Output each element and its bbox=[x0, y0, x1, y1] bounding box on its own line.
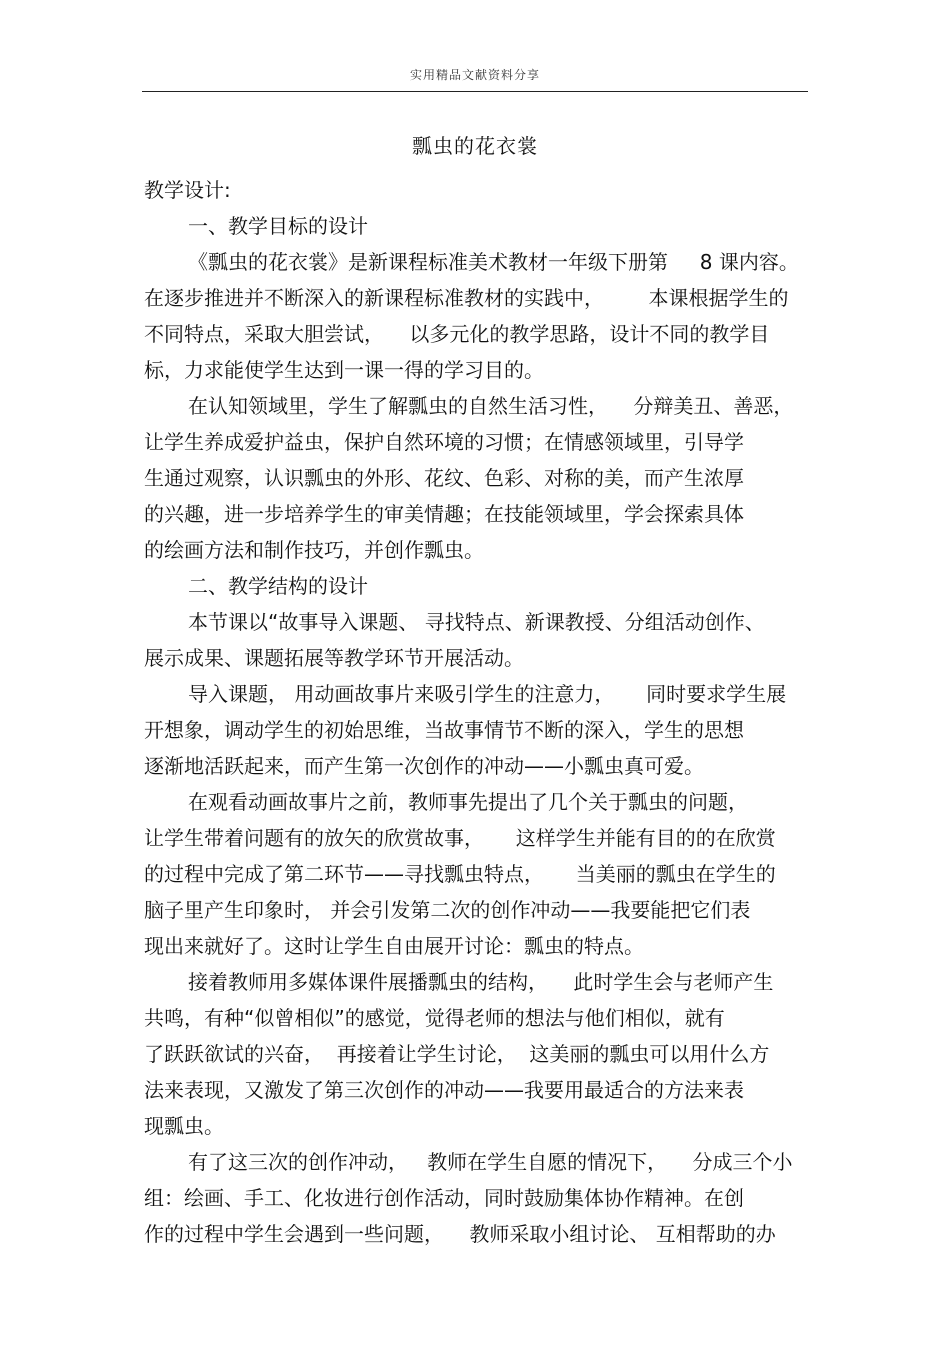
paragraph-line: 不同特点，采取大胆尝试， 以多元化的教学思路，设计不同的教学目 bbox=[144, 322, 770, 346]
paragraph-line: 让学生带着问题有的放矢的欣赏故事， 这样学生并能有目的的在欣赏 bbox=[144, 826, 776, 850]
paragraph-line: 本节课以“故事导入课题、 寻找特点、新课教授、分组活动创作、 bbox=[188, 610, 765, 634]
paragraph-line: 展示成果、课题拓展等教学环节开展活动。 bbox=[144, 646, 524, 670]
paragraph-line: 有了这三次的创作冲动， 教师在学生自愿的情况下， 分成三个小 bbox=[188, 1150, 793, 1174]
paragraph-line: 作的过程中学生会遇到一些问题， 教师采取小组讨论、 互相帮助的办 bbox=[144, 1222, 776, 1246]
paragraph-line: 生通过观察，认识瓢虫的外形、花纹、色彩、对称的美，而产生浓厚 bbox=[144, 466, 744, 490]
paragraph-line: 在认知领域里，学生了解瓢虫的自然生活习性， 分辩美丑、善恶， bbox=[188, 394, 794, 418]
paragraph-line: 现瓢虫。 bbox=[144, 1114, 224, 1138]
document-title: 瓢虫的花衣裳 bbox=[412, 134, 538, 158]
paragraph-line: 逐渐地活跃起来，而产生第一次创作的冲动——小瓢虫真可爱。 bbox=[144, 754, 704, 778]
paragraph-line: 标，力求能使学生达到一课一得的学习目的。 bbox=[144, 358, 544, 382]
paragraph-line: 法来表现，又激发了第三次创作的冲动——我要用最适合的方法来表 bbox=[144, 1078, 744, 1102]
paragraph-line: 的过程中完成了第二环节——寻找瓢虫特点， 当美丽的瓢虫在学生的 bbox=[144, 862, 776, 886]
paragraph-line: 了跃跃欲试的兴奋， 再接着让学生讨论， 这美丽的瓢虫可以用什么方 bbox=[144, 1042, 770, 1066]
paragraph-line: 导入课题， 用动画故事片来吸引学生的注意力， 同时要求学生展 bbox=[188, 682, 787, 706]
paragraph-line: 一、教学目标的设计 bbox=[188, 214, 368, 238]
paragraph-line: 的兴趣，进一步培养学生的审美情趣；在技能领域里，学会探索具体 bbox=[144, 502, 744, 526]
paragraph-line: 《瓢虫的花衣裳》是新课程标准美术教材一年级下册第 8 课内容。 bbox=[188, 250, 799, 274]
page-header: 实用精品文献资料分享 bbox=[409, 68, 540, 82]
paragraph-line: 脑子里产生印象时， 并会引发第二次的创作冲动——我要能把它们表 bbox=[144, 898, 751, 922]
paragraph-line: 现出来就好了。这时让学生自由展开讨论：瓢虫的特点。 bbox=[144, 934, 644, 958]
paragraph-line: 组：绘画、手工、化妆进行创作活动，同时鼓励集体协作精神。在创 bbox=[144, 1186, 744, 1210]
paragraph-line: 在观看动画故事片之前，教师事先提出了几个关于瓢虫的问题， bbox=[188, 790, 748, 814]
paragraph-line: 让学生养成爱护益虫，保护自然环境的习惯；在情感领域里，引导学 bbox=[144, 430, 744, 454]
paragraph-line: 开想象，调动学生的初始思维，当故事情节不断的深入，学生的思想 bbox=[144, 718, 744, 742]
paragraph-line: 共鸣，有种“似曾相似”的感觉，觉得老师的想法与他们相似，就有 bbox=[144, 1006, 725, 1030]
paragraph-line: 在逐步推进并不断深入的新课程标准教材的实践中， 本课根据学生的 bbox=[144, 286, 789, 310]
header-divider bbox=[142, 91, 808, 92]
paragraph-line: 接着教师用多媒体课件展播瓢虫的结构， 此时学生会与老师产生 bbox=[188, 970, 774, 994]
paragraph-line: 二、教学结构的设计 bbox=[188, 574, 368, 598]
paragraph-line: 教学设计: bbox=[144, 178, 231, 202]
paragraph-line: 的绘画方法和制作技巧，并创作瓢虫。 bbox=[144, 538, 484, 562]
